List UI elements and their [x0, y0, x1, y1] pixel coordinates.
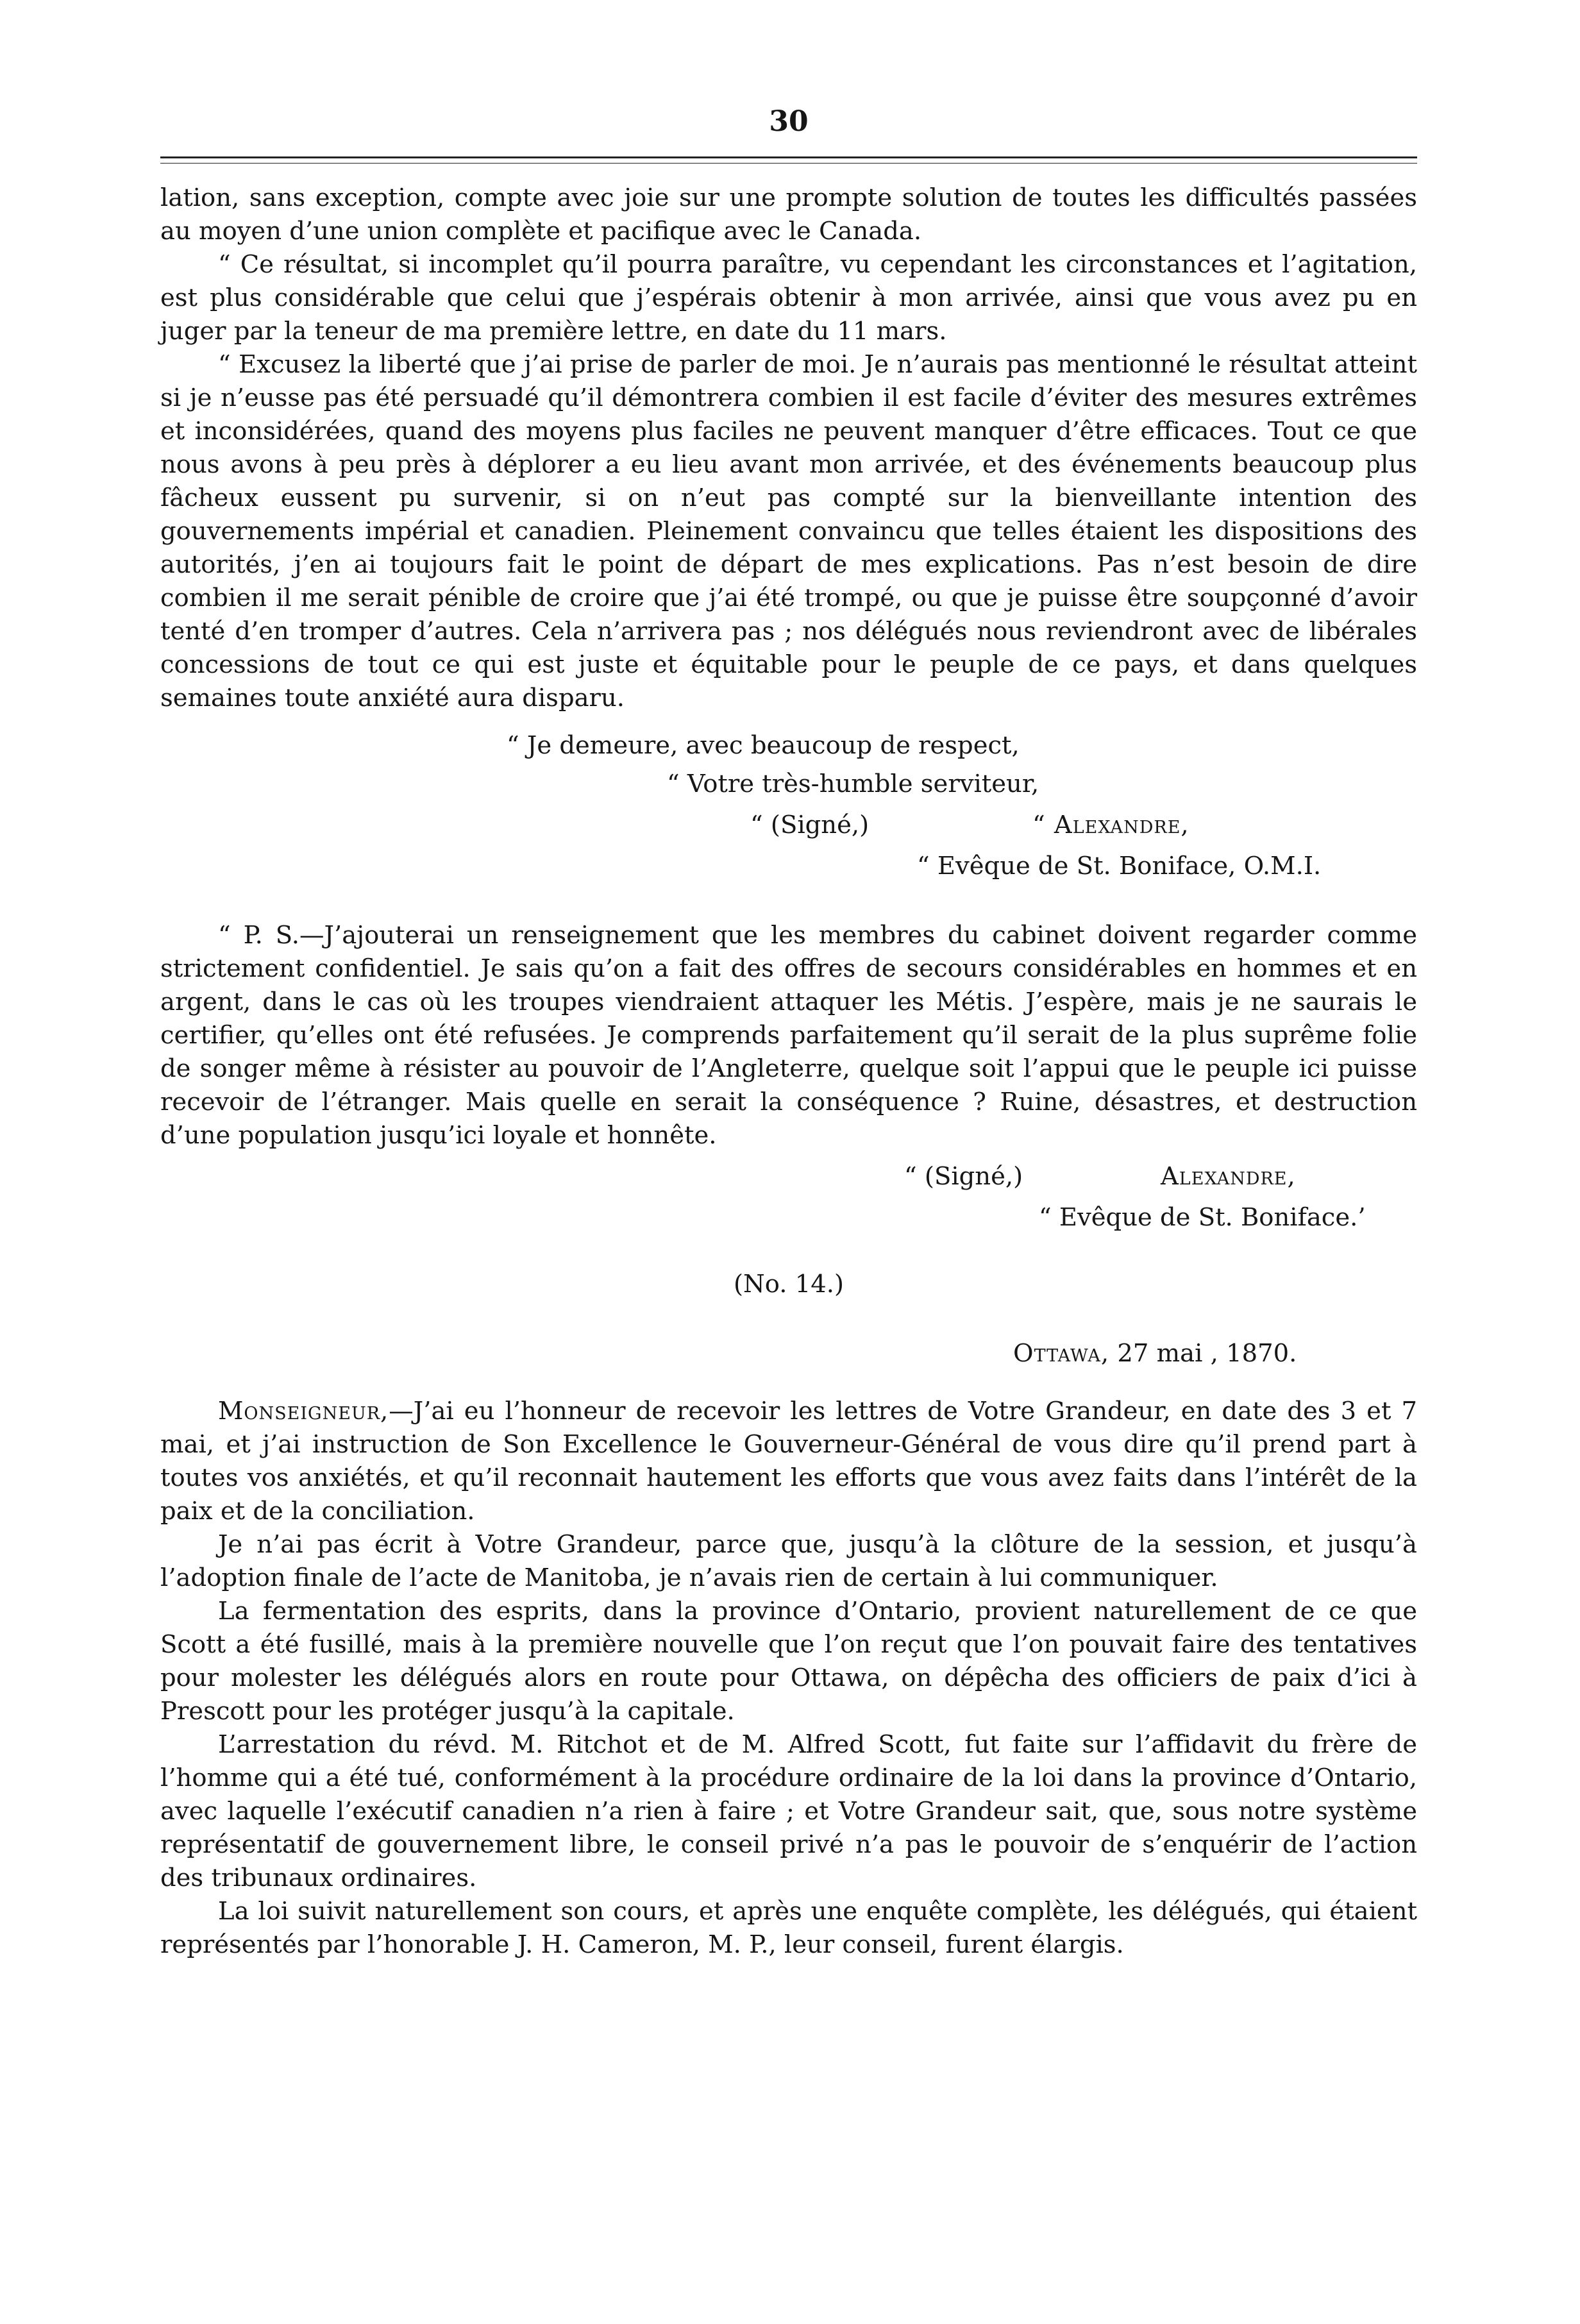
closing-line: “ Votre très-humble serviteur,	[667, 770, 1039, 798]
postscript-paragraph: “ P. S.—J’ajouterai un renseignement que les membres du cabinet doivent regarder comme strictement confidentiel. Je sais qu’on a fait des offres de secours considérables en hommes et en argent, dans le cas où les troupes viendraient attaquer les Métis. J’espère, mais je ne saurais le certifier, qu’elles ont été refusées. Je comprends parfaitement qu’il serait de la plus suprême folie de songer même à résister au pouvoir de l’Angleterre, quelque soit l’appui que le peuple ici puisse recevoir de l’étranger. Mais quelle en serait la conséquence ? Ruine, désastres, et destruction d’une population jusqu’ici loyale et honnête.	[160, 921, 1417, 1150]
place: Ottawa,	[1013, 1339, 1110, 1368]
signer-name: “ Alexandre,	[1032, 811, 1189, 839]
paragraph: Je n’ai pas écrit à Votre Grandeur, parce que, jusqu’à la clôture de la session, et jusqu’à l’adoption finale de l’acte de Manitoba, je n’avais rien de certain à lui communiquer.	[160, 1530, 1417, 1592]
paragraph: L’arrestation du révd. M. Ritchot et de M. Alfred Scott, fut faite sur l’affidavit du frère de l’homme qui a été tué, conformément à la procédure ordinaire de la loi dans la province d’Ontario, avec laquelle l’exécutif canadien n’a rien à faire ; et Votre Grandeur sait, que, sous notre système représentatif de gouvernement libre, le conseil privé n’a pas le pouvoir de s’enquérir de l’action des tribunaux ordinaires.	[160, 1730, 1417, 1892]
letter-continuation	[160, 181, 1417, 715]
signed-label: “ (Signé,)	[750, 811, 870, 839]
signed-label: “ (Signé,)	[904, 1162, 1023, 1191]
page-number: 30	[769, 105, 809, 138]
paragraph: “ Ce résultat, si incomplet qu’il pourra paraître, vu cependant les circonstances et l’agitation, est plus considérable que celui que j’espérais obtenir à mon arrivée, ainsi que vous avez pu en juger par la teneur de ma première lettre, en date du 11 mars.	[160, 250, 1417, 346]
header-double-rule	[160, 156, 1417, 164]
document-page	[160, 96, 1417, 1962]
postscript	[160, 919, 1417, 1152]
paragraph-text: —J’ai eu l’honneur de recevoir les lettres de Votre Grandeur, en date des 3 et 7 mai, et j’ai instruction de Son Excellence le Gouverneur-Général de vous dire qu’il prend part à toutes vos anxiétés, et qu’il reconnait hautement les efforts que vous avez faits dans l’intérêt de la paix et de la conciliation.	[160, 1397, 1417, 1526]
letter-dateline	[1013, 1337, 1297, 1370]
paragraph: La loi suivit naturellement son cours, et après une enquête complète, les délégués, qui étaient représentés par l’honorable J. H. Cameron, M. P., leur conseil, furent élargis.	[160, 1897, 1417, 1959]
closing-line: “ Je demeure, avec beaucoup de respect,	[507, 731, 1020, 760]
salutation: Monseigneur,	[218, 1397, 389, 1426]
signer-title: “ Evêque de St. Boniface, O.M.I.	[917, 852, 1322, 880]
letter-number: (No. 14.)	[734, 1270, 844, 1299]
signer-name: Alexandre,	[1161, 1162, 1296, 1191]
paragraph	[160, 1395, 1417, 1528]
letter-14-body	[160, 1395, 1417, 1962]
paragraph: lation, sans exception, compte avec joie sur une prompte solution de toutes les difficultés passées au moyen d’une union complète et pacifique avec le Canada.	[160, 183, 1417, 246]
date: 27 mai , 1870.	[1117, 1339, 1297, 1368]
signer-title: “ Evêque de St. Boniface.’	[1039, 1203, 1366, 1232]
paragraph: “ Excusez la liberté que j’ai prise de parler de moi. Je n’aurais pas mentionné le résultat atteint si je n’eusse pas été persuadé qu’il démontrera combien il est facile d’éviter des mesures extrêmes et inconsidérées, quand des moyens plus faciles ne peuvent manquer d’être efficaces. Tout ce que nous avons à peu près à déplorer a eu lieu avant mon arrivée, et des événements beaucoup plus fâcheux eussent pu survenir, si on n’eut pas compté sur la bienveillante intention des gouvernements impérial et canadien. Pleinement convaincu que telles étaient les dispositions des autorités, j’en ai toujours fait le point de départ de mes explications. Pas n’est besoin de dire combien il me serait pénible de croire que j’ai été trompé, ou que je puisse être soupçonné d’avoir tenté d’en tromper d’autres. Cela n’arrivera pas ; nos délégués nous reviendront avec de libérales concessions de tout ce qui est juste et équitable pour le peuple de ce pays, et dans quelques semaines toute anxiété aura disparu.	[160, 350, 1417, 712]
paragraph: La fermentation des esprits, dans la province d’Ontario, provient naturellement de ce que Scott a été fusillé, mais à la première nouvelle que l’on reçut que l’on pouvait faire des tentatives pour molester les délégués alors en route pour Ottawa, on dépêcha des officiers de paix d’ici à Prescott pour les protéger jusqu’à la capitale.	[160, 1597, 1417, 1726]
